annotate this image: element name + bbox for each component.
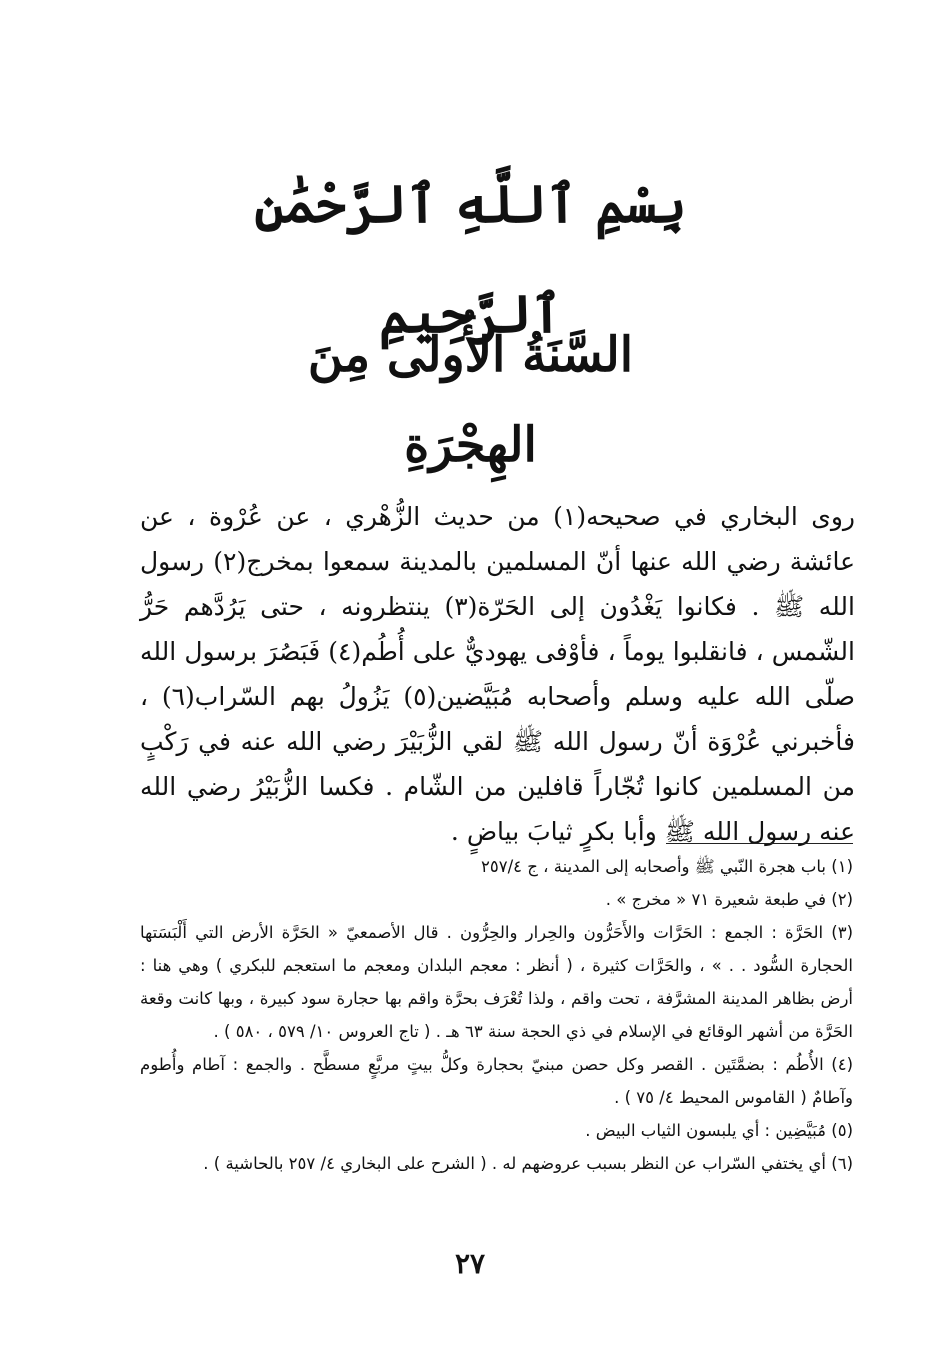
footnote-6: (٦) أي يختفي السّراب عن النظر بسبب عروضهم له . ( الشرح على البخاري ٤/ ٢٥٧ بالحاشية ) .	[203, 1154, 853, 1173]
footnote-3: (٣) الحَرَّة : الجمع : الحَرَّات والأَحَرُّون والحِرار والحِرُّون . قال الأصمعيّ « الحَرَّة الأرض التي أَلْبَسَتها الحجارة السُّود . . » ، والحَرَّات كثيرة ، ( أنظر : معجم البلدان ومعجم ما استعجم للبكري ) وهي هنا : أرض بظاهر المدينة المشرَّفة ، تحت واقم ، ولذا تُعْرَف بحرَّة واقم بها حجارة سود كبيرة ، وبها كانت وقعة الحَرَّة من أشهر الوقائع في الإسلام في ذي الحجة سنة ٦٣ هـ . ( تاج العروس ١٠/ ٥٧٩ ، ٥٨٠ ) .	[140, 923, 853, 1041]
page-number: ٢٧	[454, 1247, 486, 1280]
main-text	[140, 494, 855, 854]
footnote-2: (٢) في طبعة شعيرة ٧١ « مخرج » .	[605, 890, 853, 909]
footnote-4: (٤) الأُطُم : بضمَّتَين . القصر وكل حصن مبنيّ بحجارة وكلُّ بيتٍ مربَّعٍ مسطَّح . والجمع : آطام وأُطوم وآطامٌ ( القاموس المحيط ٤/ ٧٥ ) .	[140, 1055, 853, 1107]
chapter-title: السَّنَةُ الأُولَى مِنَ الهِجْرَةِ	[307, 327, 634, 473]
basmala-heading: بِسْمِ ٱللَّهِ ٱلرَّحْمَٰنِ ٱلرَّحِيمِ	[254, 174, 687, 345]
footnote-1: (١) باب هجرة النّبي ﷺ وأصحابه إلى المدينة ، ج ٢٥٧/٤	[481, 857, 853, 876]
footnotes-list	[140, 850, 853, 1180]
footnote-divider	[666, 843, 853, 844]
main-paragraph: روى البخاري في صحيحه(١) من حديث الزُّهْري ، عن عُرْوة ، عن عائشة رضي الله عنها أنّ المسلمين بالمدينة سمعوا بمخرج(٢) رسول الله ﷺ . فكانوا يَغْدُون إلى الحَرّة(٣) ينتظرونه ، حتى يَرُدَّهم حَرُّ الشّمس ، فانقلبوا يوماً ، فأوْفى يهوديٌّ على أُطُم(٤) فَبَصُرَ برسول الله صلّى الله عليه وسلم وأصحابه مُبَيَّضين(٥) يَزُولُ بهم السّراب(٦) ، فأخبرني عُرْوَة أنّ رسول الله ﷺ لقي الزُّبَيْرَ رضي الله عنه في رَكْبٍ من المسلمين كانوا تُجّاراً قافلين من الشّام . فكسا الزُّبَيْرُ رضي الله عنه رسول الله ﷺ وأبا بكرٍ ثيابَ بياضٍ .	[140, 502, 855, 846]
footnote-5: (٥) مُبَيَّضِين : أي يلبسون الثياب البيض .	[585, 1121, 853, 1140]
